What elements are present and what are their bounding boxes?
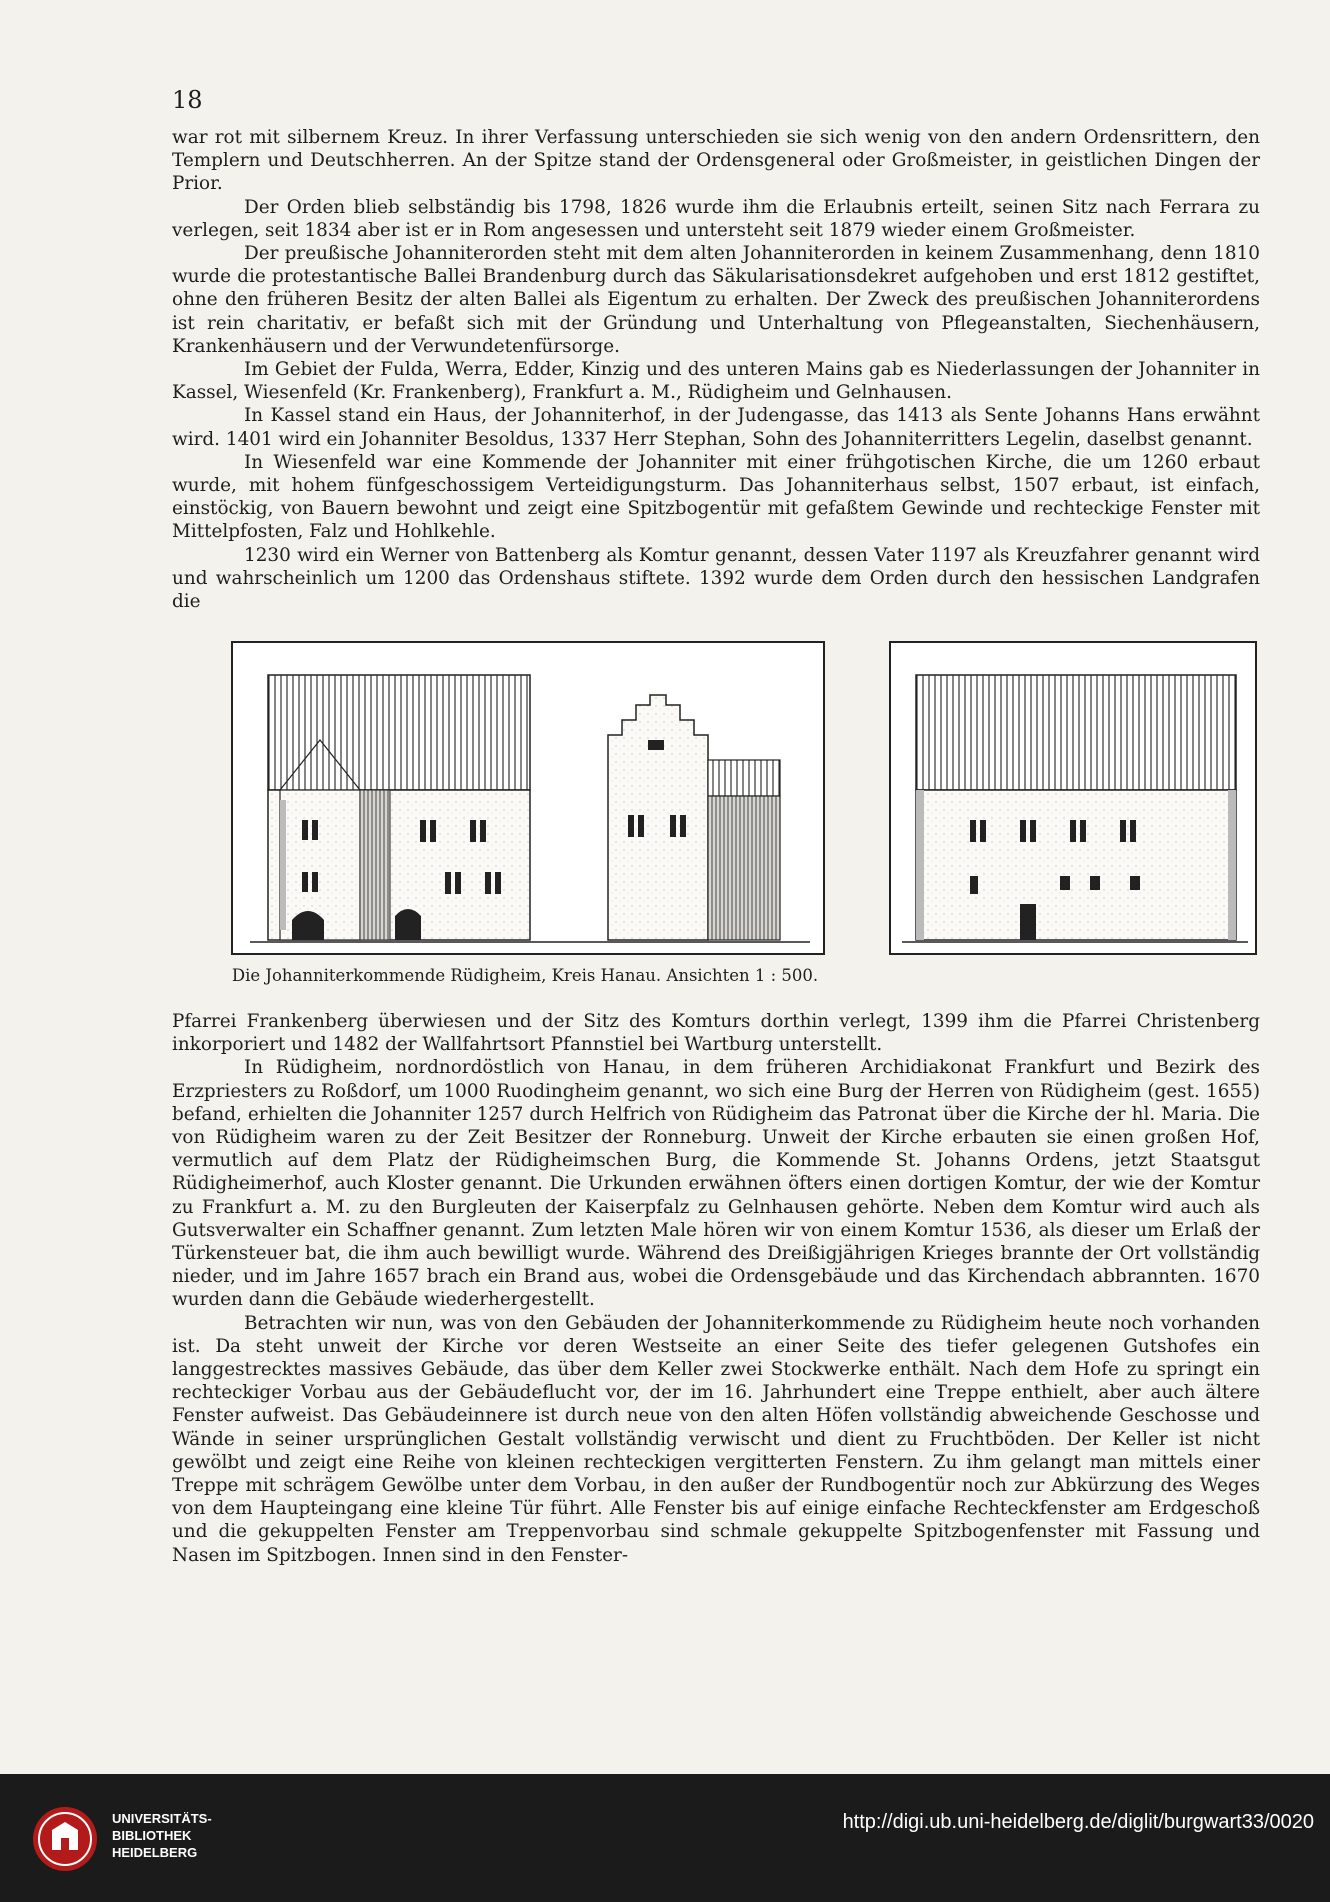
paragraph: In Rüdigheim, nordnordöstlich von Hanau, in dem früheren Archidiakonat Frankfurt und Bezirk des Erzpriesters zu Roßdorf, um 1000 Ruodingheim genannt, wo sich eine Burg der Herren von Rüdigheim (gest. 1655) befand, erhielten die Johanniter 1257 durch Helfrich von Rüdigheim das Patronat über die Kirche der hl. Maria. Die von Rüdigheim waren zu der Zeit Besitzer der Ronneburg. Unweit der Kirche erbauten sie einen großen Hof, vermutlich auf dem Platz der Rüdigheimschen Burg, die Kommende St. Johanns Ordens, jetzt Staatsgut Rüdigheimerhof, auch Kloster genannt. Die Urkunden erwähnen öfters einen dortigen Komtur, der wie der Komtur zu Frankfurt a. M. zu den Burgleuten der Kaiserpfalz zu Gelnhausen gehörte. Neben dem Komtur wird auch als Gutsverwalter ein Schaffner genannt. Zum letzten Male hören wir von einem Komtur 1536, als dieser um Erlaß der Türkensteuer bat, die ihm auch bewilligt wurde. Während des Dreißigjährigen Krieges brannte der Ort vollständig nieder, und im Jahre 1657 brach ein Brand aus, wobei die Ordensgebäude und das Kirchendach abbrannten. 1670 wurden dann die Gebäude wiederhergestellt. (172, 1057, 1260, 1311)
page-number: 18 (172, 86, 203, 114)
paragraph: Der preußische Johanniterorden steht mit dem alten Johanniterorden in keinem Zusammenhang, denn 1810 wurde die protestantische Ballei Brandenburg durch das Säkularisationsdekret aufgehoben und erst 1812 gestiftet, ohne den früheren Besitz der alten Ballei als Eigentum zu erhalten. Der Zweck des preußischen Johanniterordens ist rein charitativ, er befaßt sich mit der Gründung und Unterhaltung von Pflegeanstalten, Siechenhäusern, Krankenhäusern und der Verwundetenfürsorge. (172, 243, 1260, 357)
paragraph: In Wiesenfeld war eine Kommende der Johanniter mit einer frühgotischen Kirche, die um 1260 erbaut wurde, mit hohem fünfgeschossigem Verteidigungsturm. Das Johanniterhaus selbst, 1507 erbaut, ist einfach, einstöckig, von Bauern bewohnt und zeigt eine Spitzbogentür mit gefaßtem Gewinde und rechteckige Fenster mit Mittelpfosten, Falz und Hohlkehle. (172, 451, 1260, 543)
institution-line: BIBLIOTHEK (112, 1828, 192, 1843)
architectural-figure (230, 640, 1260, 985)
paragraph: Betrachten wir nun, was von den Gebäuden der Johanniterkommende zu Rüdigheim heute noch vorhanden ist. Da steht unweit der Kirche vor deren Westseite an einer Seite des tiefer gelegenen Gutshofes ein langgestrecktes massives Gebäude, das über dem Keller zwei Stockwerke enthält. Nach dem Hofe zu springt ein rechteckiger Vorbau aus der Gebäudeflucht vor, der im 16. Jahrhundert eine Treppe enthielt, aber auch ältere Fenster aufweist. Das Gebäudeinnere ist durch neue von den alten Höfen vollständig abweichende Geschosse und Wände in seiner ursprünglichen Gestalt vollständig verwischt und dient zu Fruchtböden. Der Keller ist nicht gewölbt und zeigt eine Reihe von kleinen rechteckigen vergitterten Fenstern. Zu ihm gelangt man mittels einer Treppe mit schrägem Gewölbe unter dem Vorbau, in den außer der Rundbogentür noch zur Abkürzung des Weges von dem Haupteingang eine kleine Tür führt. Alle Fenster bis auf einige einfache Rechteckfenster am Erdgeschoß und die gekuppelten Fenster am Treppenvorbau sind schmale gekuppelte Spitzbogenfenster mit Fassung und Nasen im Spitzbogen. Innen sind in den Fenster- (172, 1312, 1260, 1566)
text-block-bottom (172, 1010, 1260, 1567)
source-url-link[interactable]: http://digi.ub.uni-heidelberg.de/diglit/burgwart33/0020 (842, 1811, 1314, 1833)
university-seal-icon (30, 1804, 100, 1874)
paragraph: Pfarrei Frankenberg überwiesen und der Sitz des Komturs dorthin verlegt, 1399 ihm die Pfarrei Christenberg inkorporiert und 1482 der Wallfahrtsort Pfannstiel bei Wartburg unterstellt. (172, 1011, 1260, 1056)
institution-line: HEIDELBERG (112, 1845, 198, 1860)
paragraph: 1230 wird ein Werner von Battenberg als Komtur genannt, dessen Vater 1197 als Kreuzfahrer genannt wird und wahrscheinlich um 1200 das Ordenshaus stiftete. 1392 wurde dem Orden durch den hessischen Landgrafen die (172, 544, 1260, 613)
institution-line: UNIVERSITÄTS- (112, 1811, 212, 1826)
digital-library-footer (0, 1774, 1330, 1902)
paragraph: In Kassel stand ein Haus, der Johanniterhof, in der Judengasse, das 1413 als Sente Johanns Hans erwähnt wird. 1401 wird ein Johanniter Besoldus, 1337 Herr Stephan, Sohn des Johanniterritters Legelin, daselbst genannt. (172, 405, 1260, 450)
elevation-panel-right (890, 642, 1256, 954)
figure-caption: Die Johanniterkommende Rüdigheim, Kreis Hanau. Ansichten 1 : 500. (231, 966, 819, 985)
paragraph: Der Orden blieb selbständig bis 1798, 1826 wurde ihm die Erlaubnis erteilt, seinen Sitz nach Ferrara zu verlegen, seit 1834 aber ist er in Rom angesessen und untersteht seit 1879 wieder einem Großmeister. (172, 196, 1260, 241)
building-elevations-drawing (230, 640, 1260, 960)
elevation-panel-left (232, 642, 824, 954)
text-block-top (172, 126, 1260, 613)
paragraph: war rot mit silbernem Kreuz. In ihrer Verfassung unterschieden sie sich wenig von den andern Ordensrittern, den Templern und Deutschherren. An der Spitze stand der Ordensgeneral oder Großmeister, in geistlichen Dingen der Prior. (172, 127, 1260, 195)
institution-name (112, 1810, 212, 1861)
paragraph: Im Gebiet der Fulda, Werra, Edder, Kinzig und des unteren Mains gab es Niederlassungen der Johanniter in Kassel, Wiesenfeld (Kr. Frankenberg), Frankfurt a. M., Rüdigheim und Gelnhausen. (172, 359, 1260, 404)
